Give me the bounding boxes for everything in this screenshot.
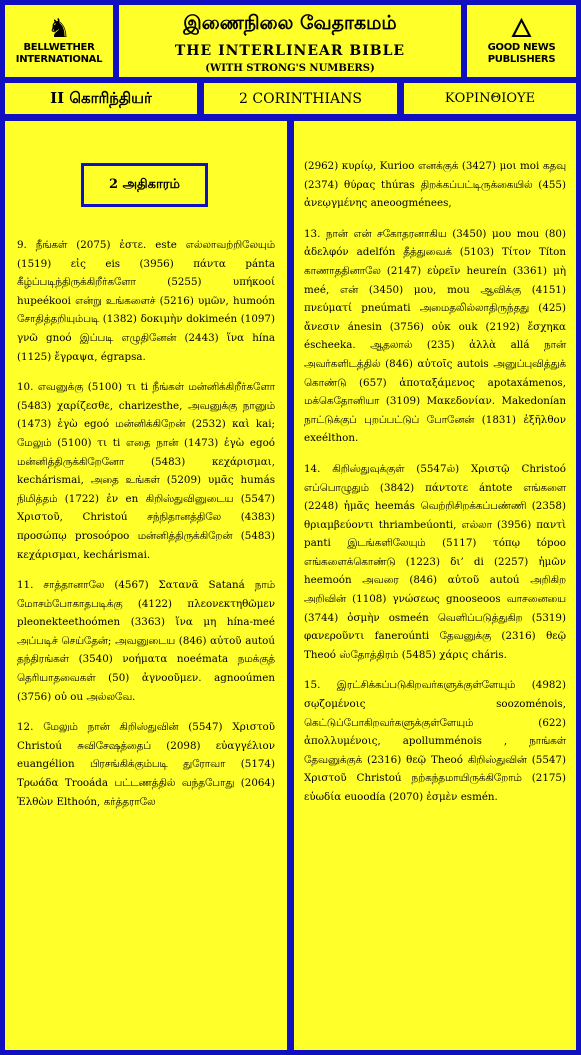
verse-14: 14. கிறிஸ்துவுக்குள் (5547ல்) Χριστῷ Christoó எப்பொழுதும் (3842) πάντοτε ántote எங்களை (2248) ἡμᾶς heemás வெற்றிசிறக்கப்பண்ணி (2358) θριαμβεύοντι thriambeúonti, எல்லா (3956) παντὶ panti இடங்களிலேயும் (5117) τόπῳ tópoo எங்களைக்கொண்டு (1223) δι’ di (2257) ἡμῶν heemoón அவரை (846) αὐτοῦ autoú அறிகிற அறிவின் (1108) γνώσεως gnooseoos வாசனையை (3744) ὀσμὴν osmeén வெளிப்படுத்துகிற (5319) φανεροῦντι faneroúnti தேவனுக்கு (2316) θεῷ Theoó ஸ்தோத்திரம் (5485) χάρις cháris.	[304, 462, 566, 661]
chapter-label: 2 அதிகாரம்	[81, 163, 208, 207]
torch-icon: 🜂	[510, 14, 533, 44]
good-news-logo	[467, 5, 576, 77]
book-name-tamil: II கொரிந்தியர்	[5, 83, 197, 114]
verse-9: 9. நீங்கள் (2075) ἐστε. este எல்லாவற்றிலேயும் (1519) εἰς eis (3956) πάντα pánta கீழ்ப்படிந்திருக்கிறீர்களோ (5255) υπήκοοί hupeékooi என்று உங்களைச் (5216) υμῶν, humoón சோதித்தறியும்படி (1382) δοκιμὴν dokimeén (1097) γνῶ gnoó இப்படி எழுதினேன் (2443) ἵνα hína (1125) ἔγραψα, égrapsa.	[17, 239, 275, 363]
bell-ram-icon: ♞	[47, 14, 71, 44]
verse-15: 15. இரட்சிக்கப்படுகிறவர்களுக்குள்ளேயும் (4982) σῳζομένοις soozoménois, கெட்டுப்போகிறவர்களுக்குள்ளேயும் (622) ἀπολλυμένοις, apollumménois , நாங்கள் தேவனுக்குக் (2316) θεῷ Theoó கிறிஸ்துவின் (5547) Χριστοῦ Christoú நற்கந்தமாயிருக்கிறோம் (2175) εὐωδία euoodía (2070) ἐσμὲν esmén.	[304, 679, 566, 803]
verse-11: 11. சாத்தானாலே (4567) Σατανᾶ Sataná நாம் மோசம்போகாதபடிக்கு (4122) πλεονεκτηθῶμεν pleonekteethoómen (3363) ἵνα μη hína-meé அப்படிச் செய்தேன்; அவனுடைய (846) αὐτοῦ autoú தந்திரங்கள் (3540) νοήματα noeémata நமக்குத் தெரியாதவைகள் (50) ἀγνοοῦμεν. agnooúmen (3756) οὐ ou அல்லவே.	[17, 579, 275, 703]
book-name-english: 2 CORINTHIANS	[204, 83, 397, 114]
verse-12-cont: (2962) κυρίῳ, Kurioo எனக்குக் (3427) μοι moi கதவு (2374) θύρας thúras திறக்கப்பட்டிருக்கையில் (455) ἀνεῳγμένης aneoogménees,	[304, 160, 566, 210]
bellwether-logo	[5, 5, 113, 77]
verse-12: 12. மேலும் நான் கிறிஸ்துவின் (5547) Χριστοῦ Christoú சுவிசேஷத்தைப் (2098) εὐαγγέλιον euangélion பிரசங்கிக்கும்படி துரோவா (5174) Τρωάδα Trooáda பட்டணத்தில் வந்தபோது (2064) Ἐλθὼν Elthoón, கர்த்தராலே	[17, 721, 275, 808]
good-news-logo-line2: PUBLISHERS	[487, 54, 556, 65]
title-english: THE INTERLINEAR BIBLE	[174, 43, 406, 59]
book-name-greek: ΚΟΡΙΝΘΙΟΥΕ	[404, 83, 576, 114]
bellwether-logo-line2: INTERNATIONAL	[15, 54, 103, 65]
left-column	[5, 121, 287, 1050]
subtitle: (WITH STRONG'S NUMBERS)	[205, 63, 375, 74]
title-tamil: இணைநிலை வேதாகமம்	[183, 12, 397, 34]
bellwether-logo-line1: BELLWETHER	[23, 42, 95, 53]
verse-13: 13. நான் என் சகோதரனாகிய (3450) μου mou (80) ἀδελφόν adelfón தீத்துவைக் (5103) Τίτον Títon காணாததினாலே (2147) εὑρεῖν heureín (3361) μὴ meé, என் (3450) μου, mou ஆவிக்கு (4151) πνεύματί pneúmati அமைதலில்லாதிருந்தது (425) ἄνεσιν ánesin (3756) οὐκ ouk (2192) ἔσχηκα éscheeka. ஆதலால் (235) ἀλλὰ allá நான் அவர்களிடத்தில் (846) αὐτοῖς autois அனுப்புவித்துக் கொண்டு (657) ἀποταξάμενος apotaxámenos, மக்கெதோனியா (3109) Μακεδονίαν. Makedonían நாட்டுக்குப் புறப்பட்டுப் போனேன் (1831) ἐξῆλθον exeélthon.	[304, 227, 566, 445]
verse-10: 10. எவனுக்கு (5100) τι ti நீங்கள் மன்னிக்கிறீர்களோ (5483) χαρίζεσθε, charizesthe, அவனுக்கு நானும் (1473) ἐγὼ egoó மன்னிக்கிறேன் (2532) καὶ kai; மேலும் (5100) τι ti எதை நான் (1473) ἐγὼ egoó மன்னித்திருக்கிறேனோ (5483) κεχάρισμαι, kechárismai, அதை உங்கள் (5209) υμᾶς humás நிமித்தம் (1722) ἐν en கிறிஸ்துவினுடைய (5547) Χριστοῦ, Christoú சந்நிதானத்திலே (4383) προσώπῳ prosoópoo மன்னித்திருக்கிறேன் (5483) κεχάρισμαι, kechárismai.	[17, 381, 275, 561]
title-banner	[119, 5, 461, 77]
good-news-logo-line1: GOOD NEWS	[487, 42, 556, 53]
right-column	[294, 121, 576, 1050]
